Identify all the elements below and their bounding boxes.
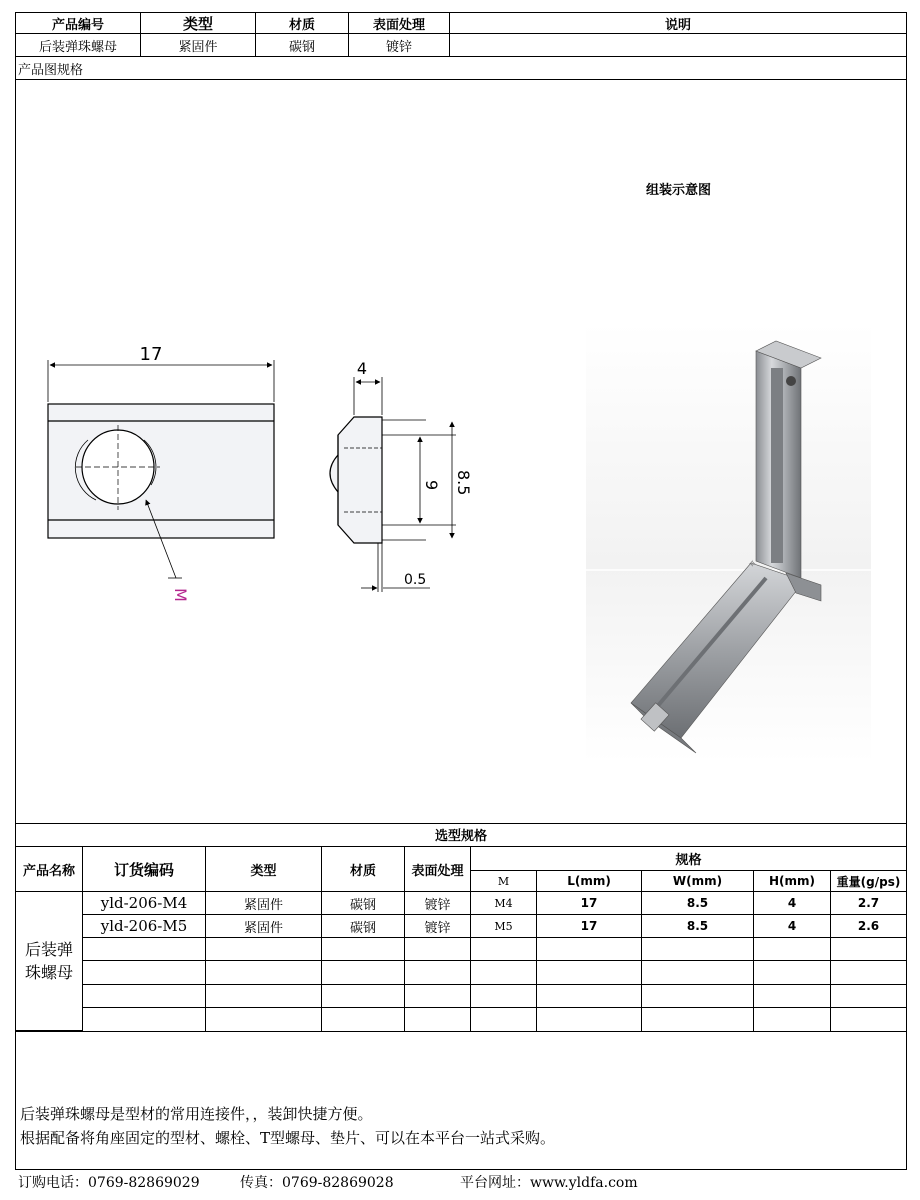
product-spec-sheet xyxy=(15,12,907,1170)
cell-l: 17 xyxy=(537,892,642,915)
cell-surface xyxy=(405,1008,471,1031)
spec-header-h: H(mm) xyxy=(754,871,831,892)
cell-surface: 镀锌 xyxy=(405,892,471,915)
cell-h xyxy=(754,985,831,1008)
cell-weight xyxy=(831,1008,906,1031)
header-value-type: 紧固件 xyxy=(141,34,256,57)
header-col-code: 产品编号 xyxy=(16,13,141,34)
cell-w: 8.5 xyxy=(642,892,754,915)
cell-weight: 2.6 xyxy=(831,915,906,938)
col-spec: 规格 xyxy=(471,847,906,871)
cell-l xyxy=(537,961,642,985)
cell-code xyxy=(83,961,206,985)
cell-w: 8.5 xyxy=(642,915,754,938)
cell-w xyxy=(642,961,754,985)
cell-surface xyxy=(405,938,471,961)
cell-l xyxy=(537,985,642,1008)
header-col-description: 说明 xyxy=(450,13,906,34)
cell-material: 碳钢 xyxy=(322,915,405,938)
assembly-title: 组装示意图 xyxy=(646,183,712,198)
cell-w xyxy=(642,1008,754,1031)
cell-m xyxy=(471,1008,537,1031)
selection-title: 选型规格 xyxy=(16,823,906,847)
description-line-2: 根据配备将角座固定的型材、螺栓、T型螺母、垫片、可以在本平台一站式采购。 xyxy=(20,1129,556,1147)
cell-code: yld-206-M4 xyxy=(83,892,206,915)
cell-type xyxy=(206,961,322,985)
cell-h xyxy=(754,938,831,961)
cell-weight xyxy=(831,961,906,985)
svg-text:✧: ✧ xyxy=(748,559,757,570)
cell-material xyxy=(322,961,405,985)
col-material: 材质 xyxy=(322,847,405,892)
spec-header-l: L(mm) xyxy=(537,871,642,892)
dim-height-label: 8.5 xyxy=(454,470,473,496)
cell-weight: 2.7 xyxy=(831,892,906,915)
cell-h: 4 xyxy=(754,892,831,915)
cell-l xyxy=(537,938,642,961)
cell-type: 紧固件 xyxy=(206,915,322,938)
header-value-material: 碳钢 xyxy=(256,34,349,57)
technical-drawing xyxy=(16,80,496,640)
cell-w xyxy=(642,985,754,1008)
cell-m xyxy=(471,985,537,1008)
dim-step-label: 0.5 xyxy=(404,572,427,588)
cell-h: 4 xyxy=(754,915,831,938)
cell-surface xyxy=(405,961,471,985)
col-order-code: 订货编码 xyxy=(83,847,206,892)
cell-material xyxy=(322,985,405,1008)
cell-m xyxy=(471,938,537,961)
col-product-name: 产品名称 xyxy=(16,847,83,892)
header-col-surface: 表面处理 xyxy=(349,13,450,34)
cell-weight xyxy=(831,938,906,961)
col-type: 类型 xyxy=(206,847,322,892)
cell-weight xyxy=(831,985,906,1008)
dim-length-label: 17 xyxy=(139,344,163,365)
dim-inner-label: 9 xyxy=(422,480,441,491)
cell-type xyxy=(206,1008,322,1031)
cell-material xyxy=(322,1008,405,1031)
spec-header-w: W(mm) xyxy=(642,871,754,892)
cell-type xyxy=(206,985,322,1008)
section-label: 产品图规格 xyxy=(16,57,906,80)
header-col-type: 类型 xyxy=(141,13,256,34)
cell-h xyxy=(754,1008,831,1031)
cell-material: 碳钢 xyxy=(322,892,405,915)
thread-label: M xyxy=(171,588,190,602)
cell-h xyxy=(754,961,831,985)
cell-code xyxy=(83,1008,206,1031)
header-value-description xyxy=(450,34,906,57)
cell-l xyxy=(537,1008,642,1031)
spec-header-m: M xyxy=(471,871,537,892)
cell-code xyxy=(83,985,206,1008)
front-view xyxy=(48,360,274,578)
footer-website[interactable]: 平台网址：www.yldfa.com xyxy=(460,1175,638,1191)
cell-material xyxy=(322,938,405,961)
cell-code xyxy=(83,938,206,961)
col-surface: 表面处理 xyxy=(405,847,471,892)
description-line-1: 后装弹珠螺母是型材的常用连接件，，装卸快捷方便。 xyxy=(20,1105,373,1123)
cell-m: M4 xyxy=(471,892,537,915)
cell-surface: 镀锌 xyxy=(405,915,471,938)
cell-type: 紧固件 xyxy=(206,892,322,915)
cell-l: 17 xyxy=(537,915,642,938)
cell-w xyxy=(642,938,754,961)
header-value-surface: 镀锌 xyxy=(349,34,450,57)
footer-order-phone: 订购电话：0769-82869029 xyxy=(18,1175,200,1191)
cell-surface xyxy=(405,985,471,1008)
product-name-cell: 后装弹 珠螺母 xyxy=(16,892,83,1031)
cell-type xyxy=(206,938,322,961)
cell-m: M5 xyxy=(471,915,537,938)
assembly-illustration xyxy=(586,323,871,763)
dim-width-label: 4 xyxy=(356,359,368,378)
cell-m xyxy=(471,961,537,985)
header-col-material: 材质 xyxy=(256,13,349,34)
header-value-code: 后装弹珠螺母 xyxy=(16,34,141,57)
footer-fax: 传真：0769-82869028 xyxy=(240,1175,394,1191)
spec-header-weight: 重量(g/ps) xyxy=(831,871,906,892)
cell-code: yld-206-M5 xyxy=(83,915,206,938)
